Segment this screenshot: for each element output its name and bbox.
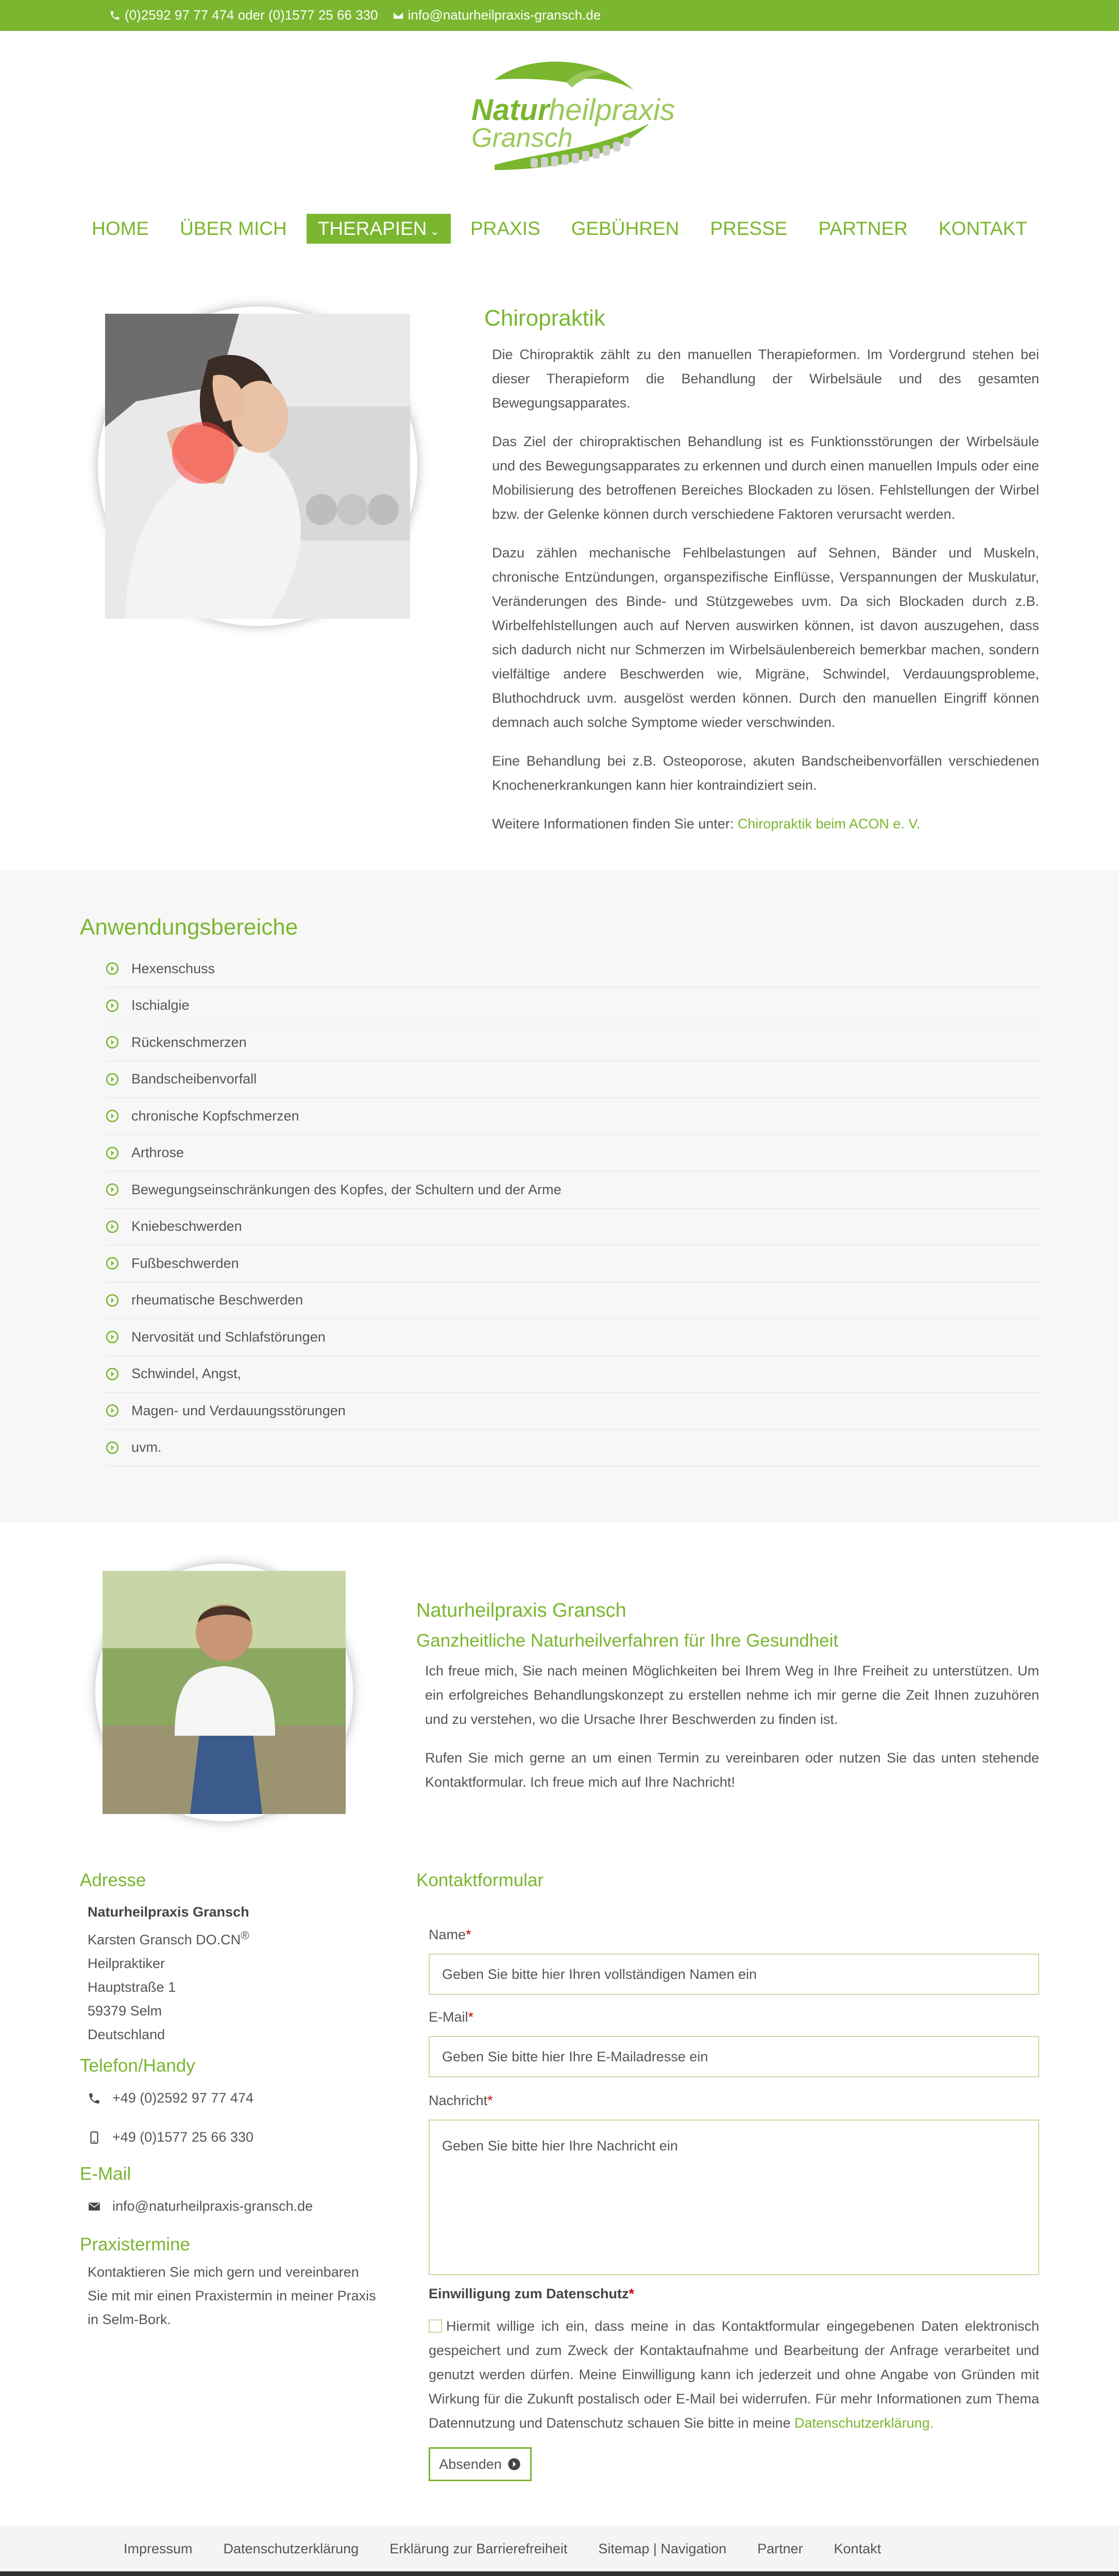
list-item-label: Hexenschuss bbox=[131, 960, 215, 976]
circle-arrow-icon bbox=[106, 1257, 119, 1270]
arrow-circle-icon bbox=[507, 2457, 521, 2471]
list-item bbox=[106, 1135, 1040, 1172]
message-label bbox=[429, 2093, 493, 2109]
email-placeholder: Geben Sie bitte hier Ihre E-Mailadresse ein bbox=[442, 2048, 708, 2064]
profile-paragraph-1: Ich freue mich, Sie nach meinen Möglichkeiten bei Ihrem Weg in Ihre Freiheit zu unterstützen. Um ein erfolgreiches Behandlungskonzept zu erstellen nehme ich mir gerne die Zeit Ihnen zuzuhören und zu verstehen, wo die Ursache Ihrer Beschwerden zu finden ist. bbox=[425, 1663, 1039, 1727]
chiro-paragraph-2: Das Ziel der chiropraktischen Behandlung ist es Funktionsstörungen der Wirbelsäule und des Bewegungsapparates zu erkennen und durch einen manuellen Impuls oder eine Mobilisierung des betroffenen Bereiches Blockaden zu lösen. Fehlstellungen der Wirbel bzw. der Gelenke können durch verschiedene Faktoren verursacht werden. bbox=[492, 434, 1039, 522]
list-item-label: Kniebeschwerden bbox=[131, 1218, 242, 1234]
anwendungsbereiche-list bbox=[106, 951, 1040, 1466]
svg-text:Gransch: Gransch bbox=[471, 123, 573, 153]
footer-link[interactable]: Erklärung zur Barrierefreiheit bbox=[389, 2540, 568, 2556]
email-address: info@naturheilpraxis-gransch.de bbox=[112, 2198, 313, 2214]
list-item bbox=[106, 1209, 1040, 1246]
list-item bbox=[106, 1098, 1040, 1135]
contact-form-title: Kontaktformular bbox=[416, 1870, 544, 1890]
required-mark: * bbox=[468, 2009, 474, 2025]
list-item bbox=[106, 1172, 1040, 1209]
list-item bbox=[106, 988, 1040, 1025]
consent-text: Hiermit willige ich ein, dass meine in das Kontaktformular eingegebenen Daten elektronisch gespeichert und zum Zweck der Kontaktaufnahme und Bearbeitung der Anfrage verarbeitet und genutzt werden dürfen. Meine Einwilligung kann ich jederzeit und ohne Angabe von Gründen mit Wirkung für die Zukunft postalisch oder E-Mail bei widerrufen. Für mehr Informationen zum Thema Datennutzung und Datenschutz schauen Sie bitte in meine bbox=[429, 2318, 1039, 2431]
circle-arrow-icon bbox=[106, 1036, 119, 1049]
address-line-3: Hauptstraße 1 bbox=[88, 1979, 176, 1995]
svg-text:Natur: Natur bbox=[471, 93, 550, 127]
topbar-email-text: info@naturheilpraxis-gransch.de bbox=[408, 7, 601, 23]
privacy-link[interactable]: Datenschutzerklärung. bbox=[794, 2415, 934, 2431]
topbar-phone[interactable] bbox=[109, 7, 378, 23]
praxistermine-title: Praxistermine bbox=[80, 2234, 190, 2255]
circle-arrow-icon bbox=[106, 1441, 119, 1454]
name-input[interactable] bbox=[429, 1954, 1039, 1995]
chevron-down-icon: ⌄ bbox=[430, 225, 439, 238]
address-name: Naturheilpraxis Gransch bbox=[88, 1904, 249, 1920]
mobile-line[interactable] bbox=[88, 2129, 253, 2145]
circle-arrow-icon bbox=[106, 1073, 119, 1086]
list-item-label: Ischialgie bbox=[131, 997, 190, 1013]
list-item-label: Arthrose bbox=[131, 1145, 184, 1161]
chiro-paragraph-1: Die Chiropraktik zählt zu den manuellen Therapieformen. Im Vordergrund stehen bei dieser Therapieform die Behandlung der Wirbelsäule und des gesamten Bewegungsapparates. bbox=[492, 347, 1039, 411]
circle-arrow-icon bbox=[106, 1220, 119, 1233]
chiropractic-photo bbox=[98, 307, 417, 626]
acon-link[interactable]: Chiropraktik beim ACON e. V. bbox=[737, 816, 921, 832]
list-item bbox=[106, 1393, 1040, 1430]
logo-graphic bbox=[464, 59, 675, 183]
chiro-paragraph-4: Eine Behandlung bei z.B. Osteoporose, akuten Bandscheibenvorfällen verschiedenen Knochenerkrankungen kann hier kontraindiziert sein. bbox=[492, 753, 1039, 793]
top-bar bbox=[0, 0, 1119, 31]
more-info-prefix: Weitere Informationen finden Sie unter: bbox=[492, 816, 738, 832]
list-item bbox=[106, 1356, 1040, 1393]
address-line-4: 59379 Selm bbox=[88, 2003, 162, 2019]
circle-arrow-icon bbox=[106, 962, 119, 975]
profile-subtitle: Ganzheitliche Naturheilverfahren für Ihre Gesundheit bbox=[416, 1631, 839, 1651]
anwendungsbereiche-section bbox=[0, 871, 1119, 1522]
email-input[interactable] bbox=[429, 2036, 1039, 2077]
message-placeholder: Geben Sie bitte hier Ihre Nachricht ein bbox=[442, 2138, 678, 2154]
phone-icon bbox=[88, 2092, 101, 2105]
profile-paragraph-2: Rufen Sie mich gerne an um einen Termin zu vereinbaren oder nutzen Sie das unten stehende Kontaktformular. Ich freue mich auf Ihre Nachricht! bbox=[425, 1750, 1039, 1790]
nav-item-5[interactable]: PRESSE bbox=[710, 218, 788, 239]
list-item bbox=[106, 1024, 1040, 1061]
footer-link[interactable]: Partner bbox=[757, 2540, 803, 2556]
email-label-text: E-Mail bbox=[429, 2009, 468, 2025]
consent-checkbox[interactable] bbox=[429, 2319, 442, 2333]
address-line-2: Heilpraktiker bbox=[88, 1956, 165, 1971]
consent-block bbox=[429, 2314, 1039, 2435]
site-header bbox=[0, 31, 1119, 260]
email-title: E-Mail bbox=[80, 2164, 131, 2184]
mobile-phone-icon bbox=[88, 2131, 101, 2144]
site-logo[interactable] bbox=[464, 59, 675, 183]
circle-arrow-icon bbox=[106, 1367, 119, 1381]
landline-line[interactable] bbox=[88, 2090, 253, 2106]
circle-arrow-icon bbox=[106, 1109, 119, 1123]
chiro-paragraph-3: Dazu zählen mechanische Fehlbelastungen auf Sehnen, Bänder und Muskeln, chronische Entzündungen, organspezifische Einflüsse, Verspannungen der Muskulatur, Veränderungen des Binde- und Stützgewebes uvm. Da sich Blockaden durch z.B. Wirbelfehlstellungen auch auf Nerven auswirken können, ist davon auszugehen, dass sich dadurch nicht nur Schmerzen im Wirbelsäulenbereich bemerkbar machen, sondern vielfältige andere Beschwerden wie, Migräne, Schwindel, Verdauungsprobleme, Bluthochdruck uvm. ausgelöst werden können. Durch den manuellen Eingriff können demnach auch solche Symptome wieder verschwinden. bbox=[492, 545, 1039, 730]
footer-link[interactable]: Kontakt bbox=[834, 2540, 881, 2556]
list-item-label: uvm. bbox=[131, 1439, 162, 1455]
address-line-5: Deutschland bbox=[88, 2027, 165, 2042]
main-navigation bbox=[0, 214, 1119, 244]
list-item bbox=[106, 951, 1040, 988]
list-item bbox=[106, 1430, 1040, 1467]
required-mark: * bbox=[487, 2093, 493, 2108]
list-item bbox=[106, 1245, 1040, 1282]
list-item-label: chronische Kopfschmerzen bbox=[131, 1108, 299, 1124]
name-label bbox=[429, 1927, 471, 1943]
list-item-label: Bandscheibenvorfall bbox=[131, 1071, 257, 1087]
anwendungsbereiche-title: Anwendungsbereiche bbox=[80, 914, 298, 940]
chiro-more-info bbox=[492, 812, 1039, 836]
topbar-email[interactable] bbox=[393, 7, 601, 23]
circle-arrow-icon bbox=[106, 1183, 119, 1196]
submit-button[interactable] bbox=[429, 2447, 532, 2481]
list-item-label: Magen- und Verdauungsstörungen bbox=[131, 1402, 346, 1418]
email-line[interactable] bbox=[88, 2198, 313, 2214]
message-textarea[interactable] bbox=[429, 2120, 1039, 2275]
nav-item-4[interactable]: GEBÜHREN bbox=[571, 218, 680, 239]
chiropraktik-section bbox=[0, 260, 1119, 871]
required-mark: * bbox=[466, 1927, 471, 1942]
email-label bbox=[429, 2009, 473, 2025]
list-item-label: Schwindel, Angst, bbox=[131, 1366, 242, 1382]
list-item bbox=[106, 1282, 1040, 1319]
address-block bbox=[88, 1900, 249, 2046]
address-title: Adresse bbox=[80, 1870, 146, 1890]
chiropraktik-text bbox=[492, 343, 1039, 851]
profile-title: Naturheilpraxis Gransch bbox=[416, 1600, 626, 1621]
nav-item-3[interactable]: PRAXIS bbox=[470, 218, 540, 239]
nav-item-7[interactable]: KONTAKT bbox=[938, 218, 1027, 239]
svg-text:heilpraxis: heilpraxis bbox=[549, 93, 675, 127]
list-item-label: Rückenschmerzen bbox=[131, 1034, 247, 1050]
footer-link[interactable]: Sitemap | Navigation bbox=[598, 2540, 726, 2556]
list-item-label: Bewegungseinschränkungen des Kopfes, der Schultern und der Arme bbox=[131, 1181, 562, 1197]
circle-arrow-icon bbox=[106, 1294, 119, 1307]
list-item bbox=[106, 1319, 1040, 1356]
nav-item-0[interactable]: HOME bbox=[92, 218, 149, 239]
mobile-number: +49 (0)1577 25 66 330 bbox=[112, 2129, 253, 2145]
consent-title bbox=[429, 2286, 634, 2302]
praxistermine-text: Kontaktieren Sie mich gern und vereinbaren Sie mit mir einen Praxistermin in meiner Praxis in Selm-Bork. bbox=[88, 2264, 376, 2327]
circle-arrow-icon bbox=[106, 999, 119, 1012]
name-placeholder: Geben Sie bitte hier Ihren vollständigen Namen ein bbox=[442, 1966, 757, 1982]
nav-item-6[interactable]: PARTNER bbox=[818, 218, 908, 239]
landline-number: +49 (0)2592 97 77 474 bbox=[112, 2090, 253, 2106]
footer-navigation bbox=[0, 2526, 1119, 2571]
list-item-label: rheumatische Beschwerden bbox=[131, 1292, 303, 1308]
name-label-text: Name bbox=[429, 1927, 466, 1942]
list-item-label: Nervosität und Schlafstörungen bbox=[131, 1329, 326, 1345]
topbar-phone-text: (0)2592 97 77 474 oder (0)1577 25 66 330 bbox=[125, 7, 378, 23]
footer-bottom-bar bbox=[0, 2571, 1119, 2576]
consent-title-text: Einwilligung zum Datenschutz bbox=[429, 2286, 629, 2301]
footer-link[interactable]: Datenschutzerklärung bbox=[223, 2540, 359, 2556]
profile-text bbox=[425, 1659, 1039, 1809]
nav-item-2[interactable]: THERAPIEN ⌄ bbox=[307, 214, 451, 244]
registered-mark: ® bbox=[241, 1929, 249, 1942]
circle-arrow-icon bbox=[106, 1330, 119, 1344]
phone-title: Telefon/Handy bbox=[80, 2056, 195, 2076]
phone-icon bbox=[109, 10, 121, 21]
list-item bbox=[106, 1061, 1040, 1098]
list-item-label: Fußbeschwerden bbox=[131, 1255, 239, 1271]
chiropraktik-title: Chiropraktik bbox=[484, 306, 605, 331]
practitioner-photo bbox=[95, 1564, 353, 1821]
submit-label: Absenden bbox=[439, 2456, 502, 2472]
address-line-1: Karsten Gransch DO.CN bbox=[88, 1932, 241, 1947]
envelope-icon bbox=[88, 2200, 101, 2213]
required-mark: * bbox=[629, 2286, 635, 2301]
circle-arrow-icon bbox=[106, 1404, 119, 1417]
envelope-icon bbox=[393, 10, 404, 21]
footer-link[interactable]: Impressum bbox=[124, 2540, 193, 2556]
message-label-text: Nachricht bbox=[429, 2093, 488, 2108]
nav-item-1[interactable]: ÜBER MICH bbox=[180, 218, 287, 239]
circle-arrow-icon bbox=[106, 1146, 119, 1160]
